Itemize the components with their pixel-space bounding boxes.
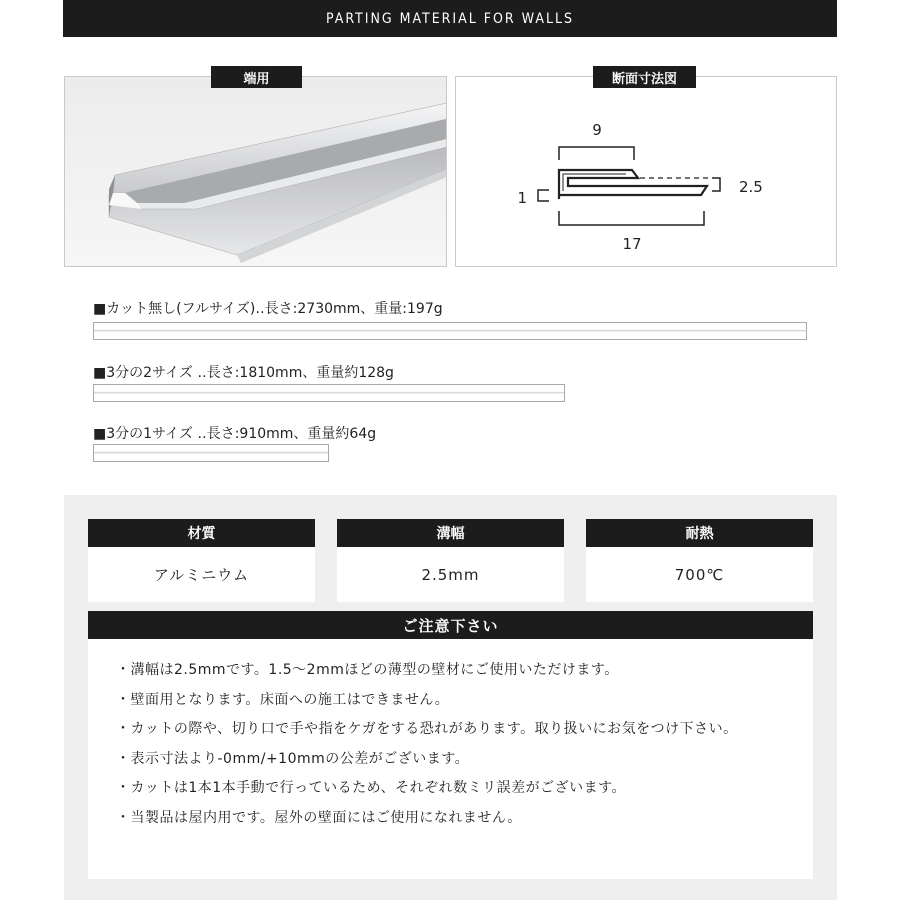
spec-groove-width-label: 溝幅 xyxy=(337,519,564,547)
spec-heat-resistance xyxy=(586,519,813,602)
notice-item: ・ 溝幅は2.5mmです。1.5〜2mmほどの薄型の壁材にご使用いただけます。 xyxy=(116,656,786,686)
notice-item: ・ 当製品は屋内用です。屋外の壁面にはご使用になれません。 xyxy=(116,804,786,834)
spec-material-label: 材質 xyxy=(88,519,315,547)
spec-heat-resistance-value: 700℃ xyxy=(674,565,725,584)
size-bar-two-thirds xyxy=(93,384,565,402)
size-bar-full xyxy=(93,322,807,340)
size-label-full: ■カット無し(フルサイズ)‥長さ:2730mm、重量:197g xyxy=(93,301,443,317)
spec-material xyxy=(88,519,315,602)
cross-section-diagram xyxy=(456,77,836,266)
cross-section-panel xyxy=(455,71,837,267)
notice-item: ・ 壁面用となります。床面への施工はできません。 xyxy=(116,686,786,716)
product-photo-panel xyxy=(64,71,447,267)
size-bar-one-third xyxy=(93,444,329,462)
notice-list xyxy=(88,639,813,833)
dim-label-top: 9 xyxy=(592,121,602,139)
size-label-two-thirds: ■3分の2サイズ ‥長さ:1810mm、重量約128g xyxy=(93,365,394,381)
header-bar xyxy=(63,0,837,37)
notice-item: ・ 表示寸法より-0mm/+10mmの公差がございます。 xyxy=(116,745,786,775)
notice-title: ご注意下さい xyxy=(88,611,813,639)
dim-label-left: 1 xyxy=(517,189,527,207)
notice-item: ・ カットの際や、切り口で手や指をケガをする恐れがあります。取り扱いにお気をつけ下さい。 xyxy=(116,715,786,745)
dim-label-right: 2.5 xyxy=(739,178,763,196)
spec-material-value: アルミニウム xyxy=(153,566,250,584)
spec-groove-width xyxy=(337,519,564,602)
page-title: PARTING MATERIAL FOR WALLS xyxy=(326,10,574,27)
notice-item: ・ カットは1本1本手動で行っているため、それぞれ数ミリ誤差がございます。 xyxy=(116,774,786,804)
dim-label-bottom: 17 xyxy=(622,235,642,253)
panel-tag-end-use: 端用 xyxy=(211,66,302,88)
notice-box xyxy=(88,611,813,879)
panel-tag-cross-section: 断面寸法図 xyxy=(593,66,696,88)
spec-groove-width-value: 2.5mm xyxy=(421,565,480,584)
spec-heat-resistance-label: 耐熱 xyxy=(586,519,813,547)
size-label-one-third: ■3分の1サイズ ‥長さ:910mm、重量約64g xyxy=(93,426,377,442)
aluminium-profile-image xyxy=(65,77,446,266)
